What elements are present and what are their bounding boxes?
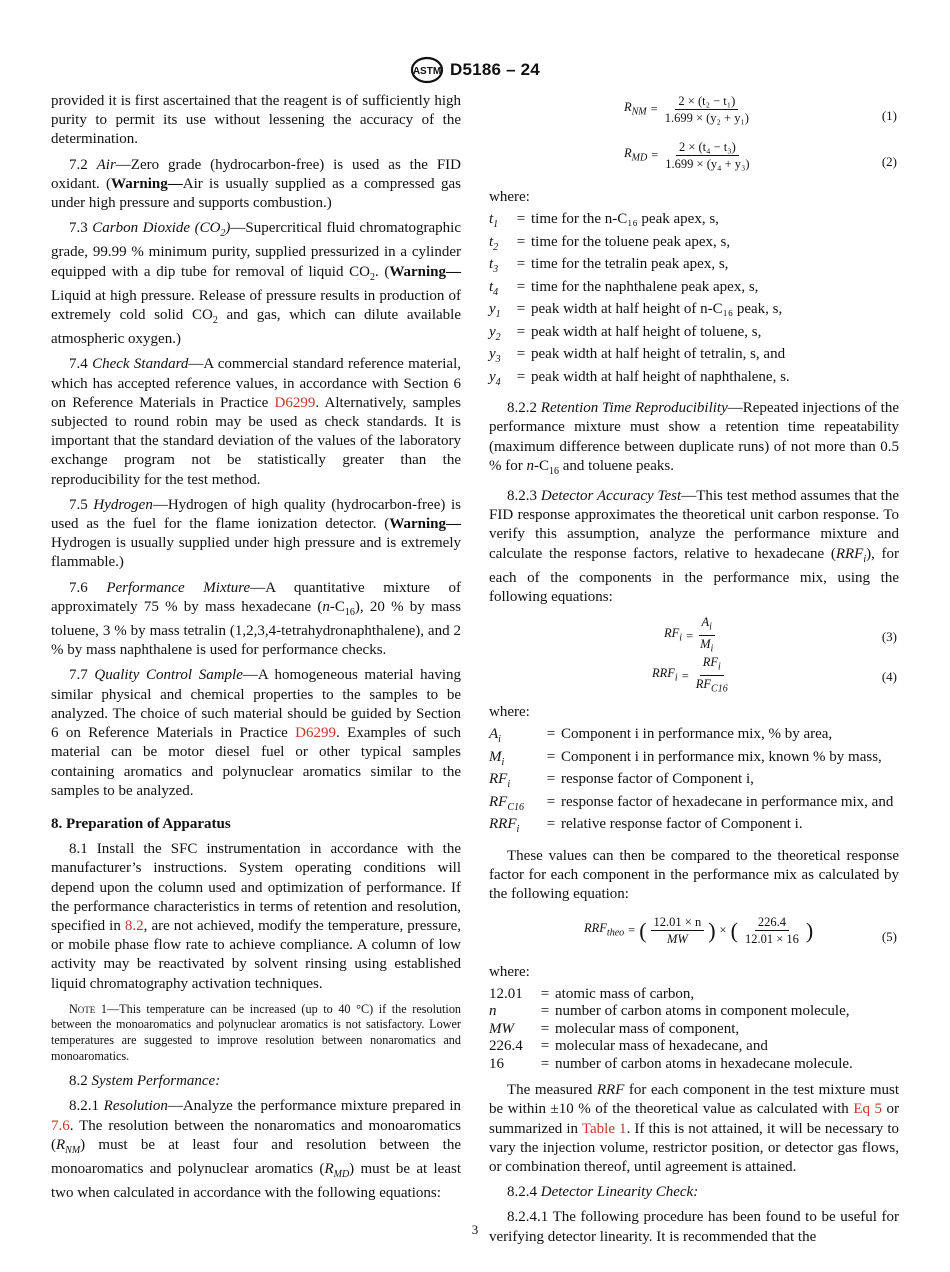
definitions-response-factors: [489, 726, 899, 839]
link-table-1[interactable]: Table 1: [581, 1120, 627, 1137]
svg-text:ASTM: ASTM: [412, 66, 442, 77]
definition-row: MW = molecular mass of component,: [489, 1020, 740, 1037]
link-8-2[interactable]: 8.2: [124, 917, 144, 934]
paragraph-measured-rrf: The measured RRF for each component in the test mixture must be within ±10 % of the theoretical value as calculated with Eq 5 or summarized in Table 1. If this is not attained, it will be necessary to vary the injection volume, restrictor position, or detector gas flows, or combination thereof, until agreement is attained.: [489, 1082, 900, 1176]
link-7-6[interactable]: 7.6: [51, 1117, 70, 1134]
definitions-theoretical: [489, 986, 899, 1074]
definition-row: $M_i$ = Component i in performance mix, known % by mass,: [489, 748, 882, 768]
equation-5: $RRF_{theo}$ = ( $\frac{12.01 \times n}{MW}$ ) × ( $\frac{226.4}{12.01 \times 16}$ ) (5): [584, 914, 897, 946]
definition-row: $t_4$ = time for the naphthalene peak apex, s,: [489, 278, 759, 298]
page-header: [0, 56, 950, 89]
paragraph-continued: provided it is first ascertained that the reagent is of sufficiently high purity to permit its use without lessening the accuracy of the determination.: [51, 93, 461, 148]
paragraph-theoretical-values: These values can then be compared to the theoretical response factor for each component in the performance mix as calculated by the following equation:: [489, 847, 899, 903]
definition-row: $t_3$ = time for the tetralin peak apex, s,: [489, 256, 729, 276]
definition-row: $y_3$ = peak width at half height of tetralin, s, and: [489, 346, 786, 366]
section-7-7: 7.7 Quality Control Sample—A homogeneous material having similar physical and chemical properties to the samples to be analyzed. The choice of such material should be guided by Section 6 on Reference Materials in Practice D6299. Examples of such material can be motor diesel fuel or other typical samples containing aromatics and polynuclear aromatics similar to the samples to be analyzed.: [51, 667, 461, 799]
equation-4: $RRF_i$ = $\frac{RF_i}{RF_{C16}}$ (4): [652, 655, 897, 695]
where-label: where:: [489, 963, 530, 980]
link-d6299[interactable]: D6299: [295, 725, 336, 742]
section-7-4: 7.4 Check Standard—A commercial standard reference material, which has accepted reference values, in accordance with Section 6 on Reference Materials in Practice D6299. Alternatively, samples subjected to round robin may be used as check standards. It is important that the standard deviation of the values of the laboratory exchange program not be statistically greater than the reproducibility for the test method.: [51, 356, 461, 488]
where-label: where:: [489, 189, 530, 205]
where-label: where:: [489, 704, 530, 721]
definition-row: $RF_i$ = response factor of Component i,: [489, 771, 754, 791]
definition-row: $A_i$ = Component i in performance mix, % by area,: [489, 726, 833, 746]
definition-row: $t_1$ = time for the n-C₁₆ peak apex, s,: [489, 211, 719, 231]
note-1: Note 1—This temperature can be increased (up to 40 °C) if the resolution between the monoaromatics and polynuclear aromatics is not satisfactory. Lower temperatures are suggested to improve resolution between nonaromatics and monoaromatics.: [51, 1001, 462, 1063]
equation-2: $R_{MD}$ = $\frac{\text{2 × (t₄ − t₃)}}{\text{1.699 × (y₄ + y₃)}}$ (2): [624, 140, 897, 171]
definition-row: $y_4$ = peak width at half height of naphthalene, s.: [489, 368, 790, 388]
section-8-2-4: 8.2.4 Detector Linearity Check:: [507, 1184, 699, 1201]
page-number: 3: [471, 1222, 479, 1237]
definition-row: $y_2$ = peak width at half height of toluene, s,: [489, 323, 762, 343]
left-column: [51, 92, 461, 1209]
definition-row: $y_1$ = peak width at half height of n-C₁₆ peak, s,: [489, 301, 783, 321]
section-8-1: 8.1 Install the SFC instrumentation in accordance with the manufacturer’s instructions. System operating conditions will depend upon the column used and optimization of performance. If the performance characteristics in terms of retention and resolution, specified in 8.2, are not achieved, modify the temperature, pressure, or mobile phase flow rate to achieve compliance. A column of low activity may be reactivated by solvent rinsing using established liquid chromatography activation techniques.: [51, 841, 461, 992]
definitions-time-width: [489, 211, 899, 391]
section-8-2-1: 8.2.1 Resolution—Analyze the performance mixture prepared in 7.6. The resolution between the nonaromatics and monoaromatics $(R_{NM})$ must be at least four and resolution between the monoaromatics and polynuclear aromatics $(R_{MD})$ must be at least two when calculated in accordance with the following equations:: [51, 1098, 462, 1202]
astm-logo-icon: [410, 56, 444, 84]
right-column: [489, 90, 899, 1253]
section-7-5: 7.5 Hydrogen—Hydrogen of high quality (hydrocarbon-free) is used as the fuel for the flame ionization detector. (Warning—Hydrogen is usually supplied under high pressure and is extremely flammable.): [51, 496, 461, 571]
definition-row: 16 = number of carbon atoms in hexadecane molecule.: [489, 1055, 853, 1072]
definition-row: $t_2$ = time for the toluene peak apex, s,: [489, 233, 731, 253]
definition-row: 226.4 = molecular mass of hexadecane, and: [489, 1038, 768, 1055]
section-8-2-3: 8.2.3 Detector Accuracy Test—This test method assumes that the FID response approximates the theoretical unit carbon response. To verify this assumption, analyze the performance mixture and calculate the response factors, relative to hexadecane $(RRF_i)$, for each of the components in the performance mix, using the following equations:: [489, 488, 900, 606]
section-8-2-2: 8.2.2 Retention Time Reproducibility—Repeated injections of the performance mixture must show a retention time repeatability (maximum difference between duplicate runs) of not more than 0.5 % for $n-C_{16}$ and toluene peaks.: [489, 400, 899, 477]
definition-row: $RF_{C16}$ = response factor of hexadecane in performance mix, and: [489, 793, 894, 813]
document-designation: D5186 – 24: [450, 60, 540, 79]
section-8-2: 8.2 System Performance:: [69, 1073, 221, 1090]
link-d6299[interactable]: D6299: [274, 394, 316, 411]
section-heading-8: 8. Preparation of Apparatus: [51, 815, 231, 832]
definition-row: n = number of carbon atoms in component molecule,: [489, 1003, 850, 1020]
section-8-2-4-1: 8.2.4.1 The following procedure has been found to be useful for verifying detector linearity. It is recommended that the: [489, 1209, 899, 1245]
equation-3: $RF_i$ = $\frac{A_i}{M_i}$ (3): [664, 615, 897, 655]
definition-row: 12.01 = atomic mass of carbon,: [489, 985, 695, 1002]
link-eq-5[interactable]: Eq 5: [853, 1101, 882, 1118]
equation-1: $R_{NM}$ = $\frac{\text{2 × (t₂ − t₁)}}{\text{1.699 × (y₂ + y₁)}}$ (1): [624, 94, 897, 125]
section-7-3: 7.3 Carbon Dioxide $(CO_2)—Supercritical$ fluid chromatographic grade, 99.99 % minimum purity, supplied pressurized in a cylinder equipped with a dip tube for removal of liquid $CO_2$. (Warning—Liquid at high pressure. Release of pressure results in production of extremely cold solid $CO_2$ and gas, which can dilute available atmospheric oxygen.): [51, 220, 461, 348]
definition-row: $RRF_i$ = relative response factor of Component i.: [489, 816, 803, 836]
section-7-2: 7.2 Air—Zero grade (hydrocarbon-free) is used as the FID oxidant. (Warning—Air is usually supplied as a compressed gas under high pressure and supports combustion.): [51, 156, 461, 212]
section-7-6: 7.6 Performance Mixture—A quantitative mixture of approximately 75 % by mass hexadecane $(n-C_{16})$, 20 % by mass toluene, 3 % by mass tetralin (1,2,3,4-tetrahydronaphthalene), and 2 % by mass naphthalene is used for performance checks.: [51, 579, 461, 659]
